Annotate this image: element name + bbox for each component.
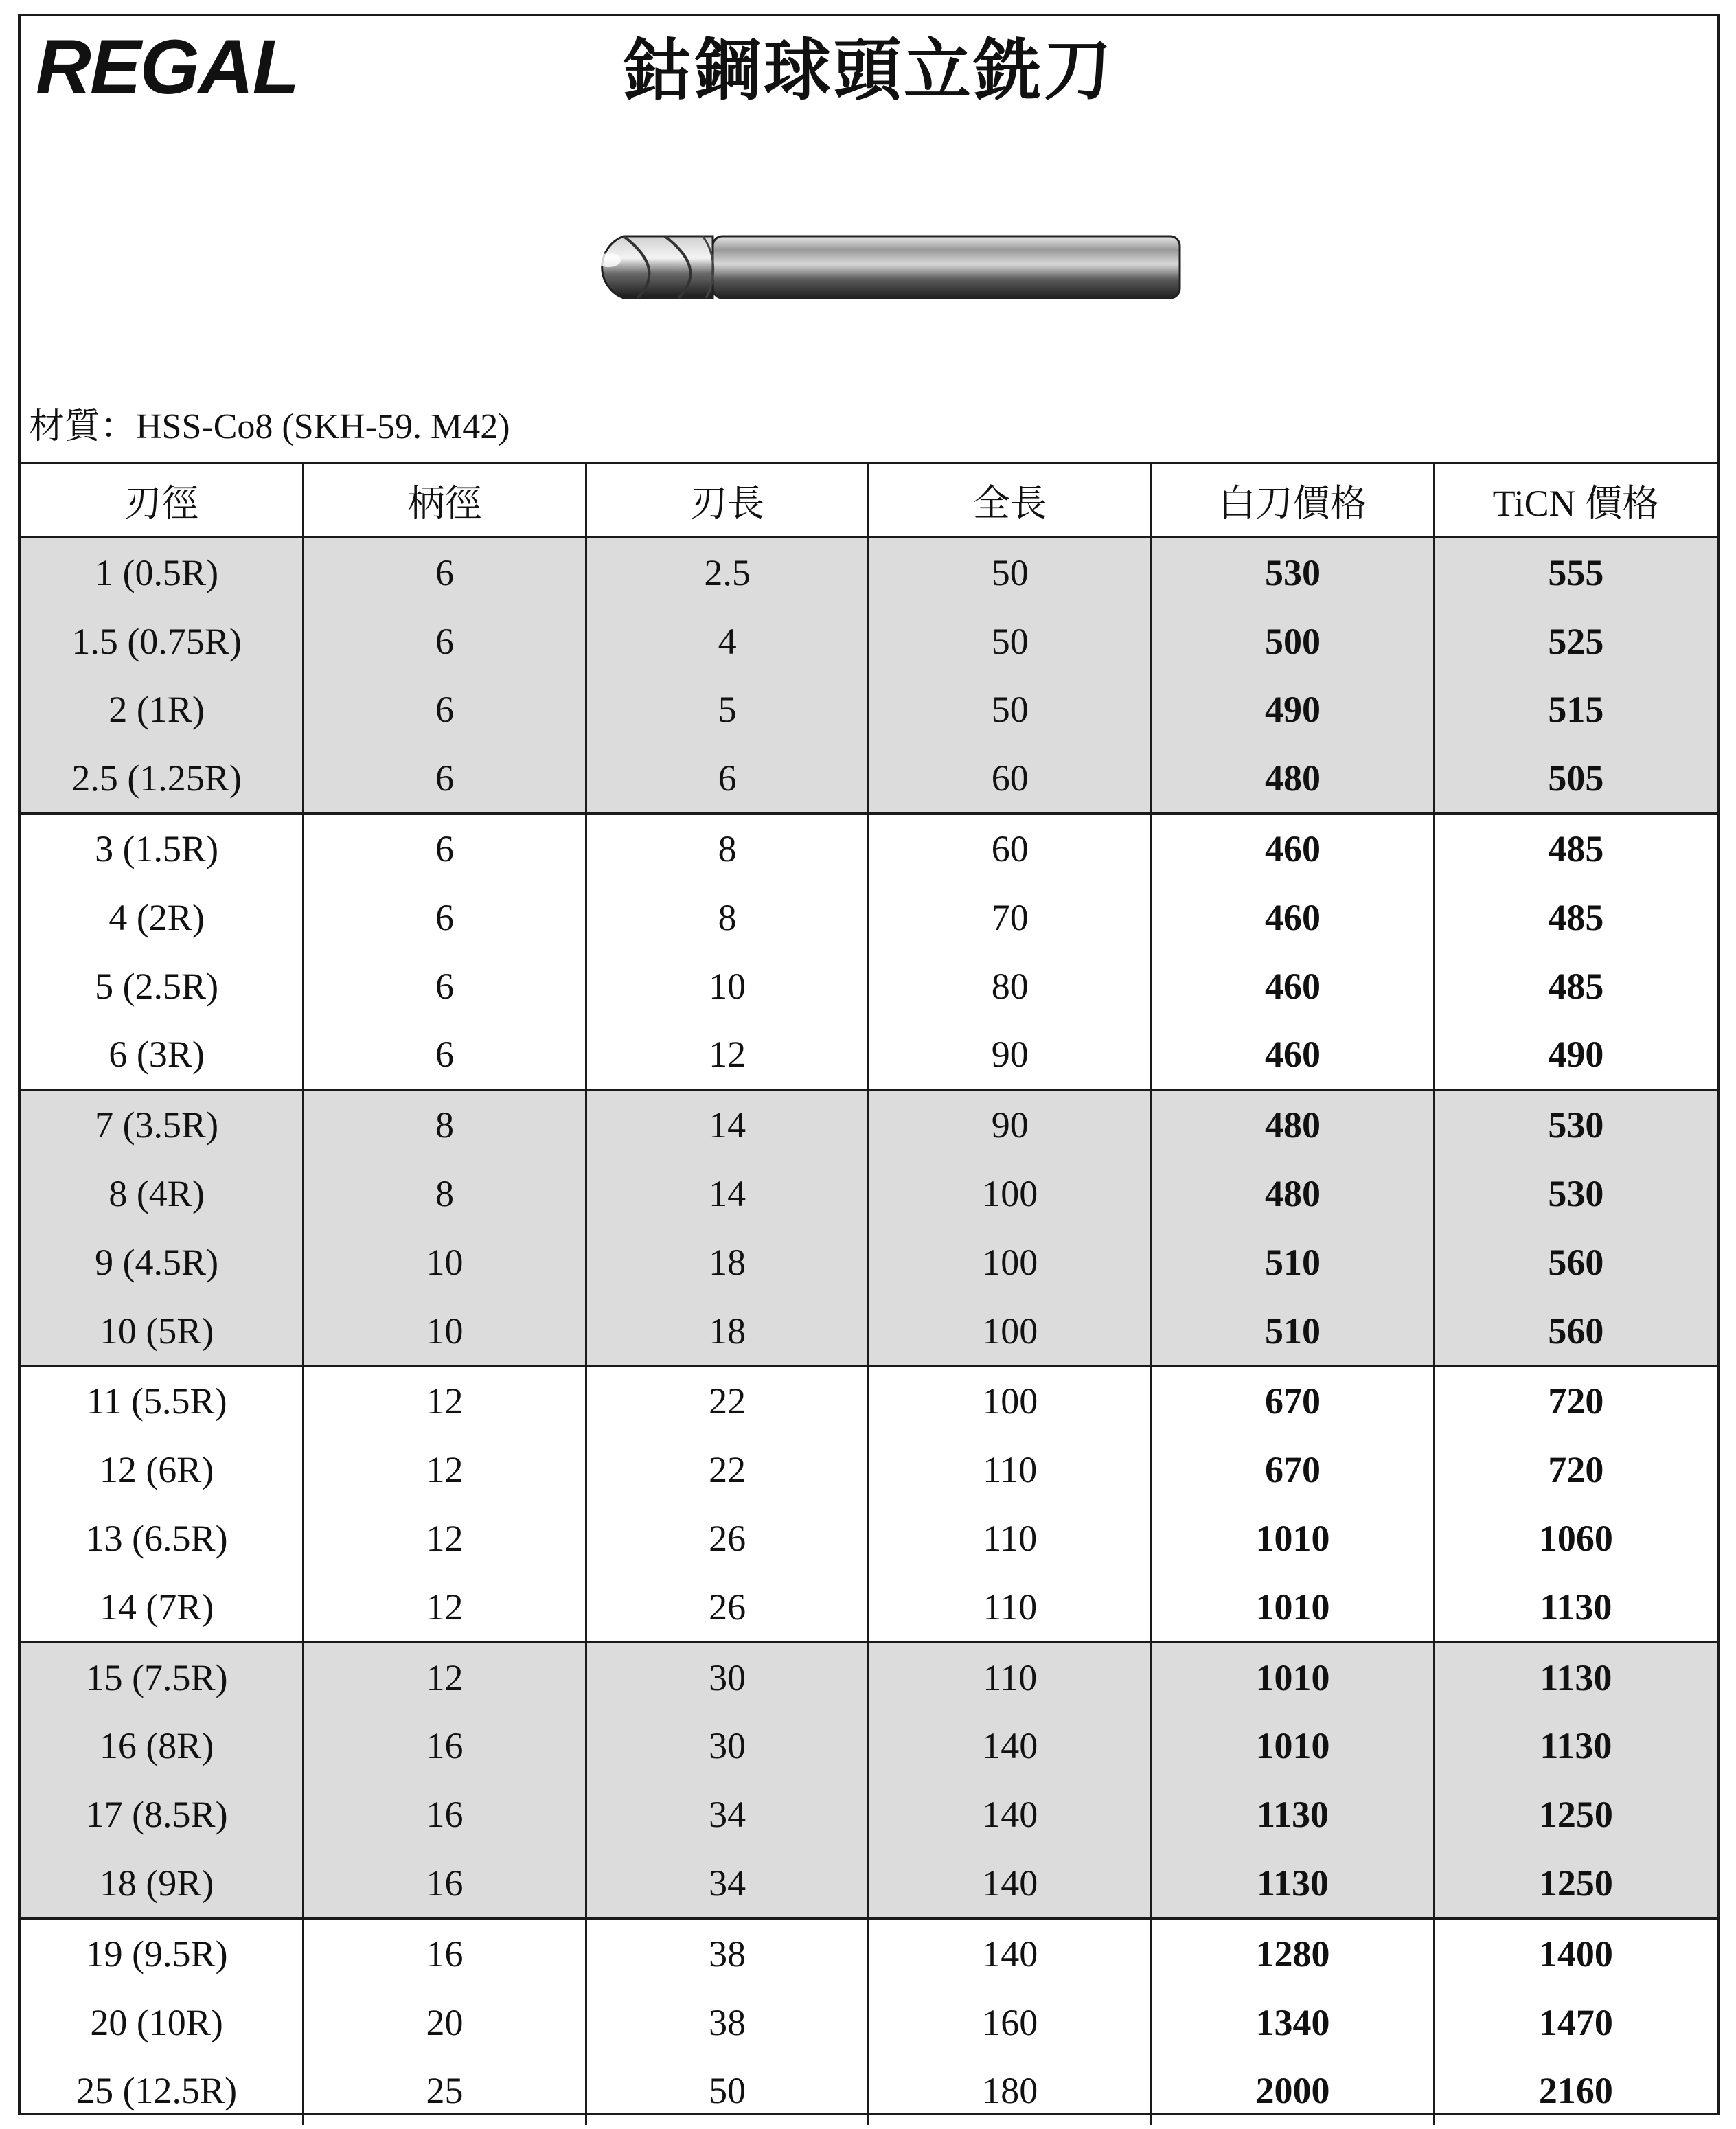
ticn-price-cell: 560 [1434,1297,1717,1366]
shank-diameter-cell: 12 [304,1642,586,1711]
overall-length-cell: 70 [869,883,1152,952]
ticn-price-cell: 1060 [1434,1504,1717,1573]
overall-length-cell: 90 [869,1021,1152,1090]
uncoated-price-cell: 1010 [1152,1642,1435,1711]
ticn-price-cell: 490 [1434,1021,1717,1090]
ticn-price-cell: 485 [1434,952,1717,1021]
cutting-diameter-cell: 16 (8R) [21,1712,304,1781]
ticn-price-cell: 530 [1434,1090,1717,1159]
overall-length-cell: 140 [869,1849,1152,1918]
overall-length-cell: 140 [869,1918,1152,1988]
header-flute-length: 刃長 [586,463,869,537]
uncoated-price-cell: 1010 [1152,1504,1435,1573]
cutting-diameter-cell: 15 (7.5R) [21,1642,304,1711]
shank-diameter-cell: 6 [304,814,586,883]
table-row [21,537,1717,607]
table-header-row [21,463,1717,537]
ticn-price-cell: 1250 [1434,1780,1717,1849]
shank-diameter-cell: 6 [304,1021,586,1090]
header-overall-length: 全長 [869,463,1152,537]
overall-length-cell: 80 [869,952,1152,1021]
cutting-diameter-cell: 7 (3.5R) [21,1090,304,1159]
flute-length-cell: 30 [586,1642,869,1711]
shank-diameter-cell: 12 [304,1504,586,1573]
uncoated-price-cell: 1130 [1152,1849,1435,1918]
ticn-price-cell: 505 [1434,744,1717,813]
table-row [21,1642,1717,1711]
flute-length-cell: 8 [586,814,869,883]
shank-diameter-cell: 16 [304,1780,586,1849]
table-row [21,1366,1717,1435]
overall-length-cell: 100 [869,1228,1152,1297]
cutting-diameter-cell: 12 (6R) [99,1449,214,1491]
uncoated-price-cell: 530 [1152,537,1435,607]
cutting-diameter-cell: 1 (0.5R) [21,537,304,607]
ticn-price-cell: 1130 [1434,1642,1717,1711]
uncoated-price-cell: 480 [1152,1090,1435,1159]
cutting-diameter-cell: 4 (2R) [108,896,205,938]
ticn-price-cell: 720 [1434,1435,1717,1504]
flute-length-cell: 22 [586,1435,869,1504]
header-ticn-price: TiCN 價格 [1434,463,1717,537]
overall-length-cell: 110 [869,1504,1152,1573]
ticn-price-cell: 530 [1434,1159,1717,1228]
shank-diameter-cell: 6 [304,607,586,676]
ticn-price-cell: 1470 [1434,1988,1717,2057]
table-row [21,676,1717,744]
overall-length-cell: 110 [869,1642,1152,1711]
flute-length-cell: 26 [586,1504,869,1573]
overall-length-cell: 100 [869,1366,1152,1435]
cutting-diameter-cell: 9 (4.5R) [21,1228,304,1297]
overall-length-cell: 60 [869,744,1152,813]
brand-logo: REGAL [36,24,298,110]
uncoated-price-cell: 2000 [1152,2057,1435,2126]
ticn-price-cell: 485 [1434,883,1717,952]
cutting-diameter-cell: 20 (10R) [90,2001,223,2043]
shank-diameter-cell: 12 [304,1366,586,1435]
table-row [21,1504,1717,1573]
shank-diameter-cell: 12 [304,1573,586,1642]
overall-length-cell: 50 [869,676,1152,744]
uncoated-price-cell: 1010 [1152,1712,1435,1781]
cutting-diameter-cell: 18 (9R) [21,1849,304,1918]
flute-length-cell: 30 [586,1712,869,1781]
overall-length-cell: 160 [869,1988,1152,2057]
uncoated-price-cell: 500 [1152,607,1435,676]
ticn-price-cell: 1130 [1434,1712,1717,1781]
table-row [21,883,1717,952]
flute-length-cell: 14 [586,1159,869,1228]
ticn-price-cell: 515 [1434,676,1717,744]
cutting-diameter-cell: 1.5 (0.75R) [21,607,304,676]
cutting-diameter-cell: 2 (1R) [21,676,304,744]
table-row [21,744,1717,813]
table-row [21,1228,1717,1297]
cutting-diameter-cell: 25 (12.5R) [76,2070,238,2112]
ticn-price-cell: 720 [1434,1366,1717,1435]
shank-diameter-cell: 25 [304,2057,586,2126]
table-row [21,1573,1717,1642]
table-row [21,1090,1717,1159]
page-title: 鈷鋼球頭立銑刀 [623,32,1114,110]
ball-end-mill-image [575,223,1194,319]
shank-diameter-cell: 8 [304,1090,586,1159]
uncoated-price-cell: 1010 [1152,1573,1435,1642]
table-row [21,1297,1717,1366]
flute-length-cell: 6 [586,744,869,813]
flute-length-cell: 18 [586,1297,869,1366]
ticn-price-cell: 555 [1434,537,1717,607]
overall-length-cell: 140 [869,1780,1152,1849]
overall-length-cell: 110 [869,1435,1152,1504]
uncoated-price-cell: 510 [1152,1297,1435,1366]
shank-diameter-cell: 16 [304,1849,586,1918]
cutting-diameter-cell: 5 (2.5R) [95,965,219,1007]
cutting-diameter-cell: 3 (1.5R) [95,828,219,870]
shank-diameter-cell: 12 [304,1435,586,1504]
uncoated-price-cell: 460 [1152,952,1435,1021]
ticn-price-cell: 1130 [1434,1573,1717,1642]
flute-length-cell: 50 [586,2057,869,2126]
cutting-diameter-cell: 17 (8.5R) [21,1780,304,1849]
table-row [21,952,1717,1021]
flute-length-cell: 10 [586,952,869,1021]
flute-length-cell: 2.5 [586,537,869,607]
shank-diameter-cell: 6 [304,537,586,607]
overall-length-cell: 60 [869,814,1152,883]
flute-length-cell: 4 [586,607,869,676]
uncoated-price-cell: 460 [1152,814,1435,883]
table-row [21,1159,1717,1228]
table-row [21,1021,1717,1090]
cutting-diameter-cell: 6 (3R) [21,1021,304,1090]
cutting-diameter-cell: 11 (5.5R) [86,1380,227,1422]
cutting-diameter-cell: 13 (6.5R) [85,1518,228,1560]
flute-length-cell: 8 [586,883,869,952]
cutting-diameter-cell: 10 (5R) [21,1297,304,1366]
cutting-diameter-cell: 19 (9.5R) [85,1933,228,1974]
flute-length-cell: 14 [586,1090,869,1159]
uncoated-price-cell: 490 [1152,676,1435,744]
uncoated-price-cell: 670 [1152,1435,1435,1504]
overall-length-cell: 100 [869,1159,1152,1228]
flute-length-cell: 12 [586,1021,869,1090]
cutting-diameter-cell: 14 (7R) [21,1573,304,1642]
ticn-price-cell: 2160 [1434,2057,1717,2126]
flute-length-cell: 22 [586,1366,869,1435]
flute-length-cell: 26 [586,1573,869,1642]
price-sheet [18,14,1720,2115]
cutting-diameter-cell: 8 (4R) [21,1159,304,1228]
shank-diameter-cell: 8 [304,1159,586,1228]
flute-length-cell: 38 [586,1988,869,2057]
table-row [21,1435,1717,1504]
shank-diameter-cell: 16 [304,1918,586,1988]
table-row [21,1849,1717,1918]
uncoated-price-cell: 460 [1152,883,1435,952]
uncoated-price-cell: 480 [1152,1159,1435,1228]
overall-length-cell: 100 [869,1297,1152,1366]
overall-length-cell: 180 [869,2057,1152,2126]
overall-length-cell: 110 [869,1573,1152,1642]
table-row [21,1780,1717,1849]
shank-diameter-cell: 6 [304,952,586,1021]
material-spec: 材質：HSS-Co8 (SKH-59. M42) [29,407,510,446]
shank-diameter-cell: 6 [304,676,586,744]
table-row [21,1918,1717,1988]
overall-length-cell: 50 [869,607,1152,676]
header-shank-diameter: 柄徑 [304,463,586,537]
cutting-diameter-cell: 2.5 (1.25R) [21,744,304,813]
ticn-price-cell: 1250 [1434,1849,1717,1918]
uncoated-price-cell: 510 [1152,1228,1435,1297]
ticn-price-cell: 560 [1434,1228,1717,1297]
header-cutting-diameter: 刃徑 [21,463,304,537]
table-row [21,814,1717,883]
price-table [21,462,1717,2125]
overall-length-cell: 50 [869,537,1152,607]
header-uncoated-price: 白刀價格 [1152,463,1435,537]
ticn-price-cell: 485 [1434,814,1717,883]
uncoated-price-cell: 1280 [1152,1918,1435,1988]
flute-length-cell: 34 [586,1780,869,1849]
overall-length-cell: 90 [869,1090,1152,1159]
uncoated-price-cell: 1130 [1152,1780,1435,1849]
table-row [21,2057,1717,2126]
table-row [21,607,1717,676]
table-row [21,1712,1717,1781]
ticn-price-cell: 525 [1434,607,1717,676]
shank-diameter-cell: 6 [304,744,586,813]
ticn-price-cell: 1400 [1434,1918,1717,1988]
table-row [21,1988,1717,2057]
shank-diameter-cell: 6 [304,883,586,952]
uncoated-price-cell: 670 [1152,1366,1435,1435]
shank-diameter-cell: 16 [304,1712,586,1781]
overall-length-cell: 140 [869,1712,1152,1781]
shank-diameter-cell: 10 [304,1297,586,1366]
uncoated-price-cell: 460 [1152,1021,1435,1090]
flute-length-cell: 38 [586,1918,869,1988]
uncoated-price-cell: 1340 [1152,1988,1435,2057]
flute-length-cell: 18 [586,1228,869,1297]
uncoated-price-cell: 480 [1152,744,1435,813]
shank-diameter-cell: 10 [304,1228,586,1297]
flute-length-cell: 34 [586,1849,869,1918]
shank-diameter-cell: 20 [304,1988,586,2057]
flute-length-cell: 5 [586,676,869,744]
